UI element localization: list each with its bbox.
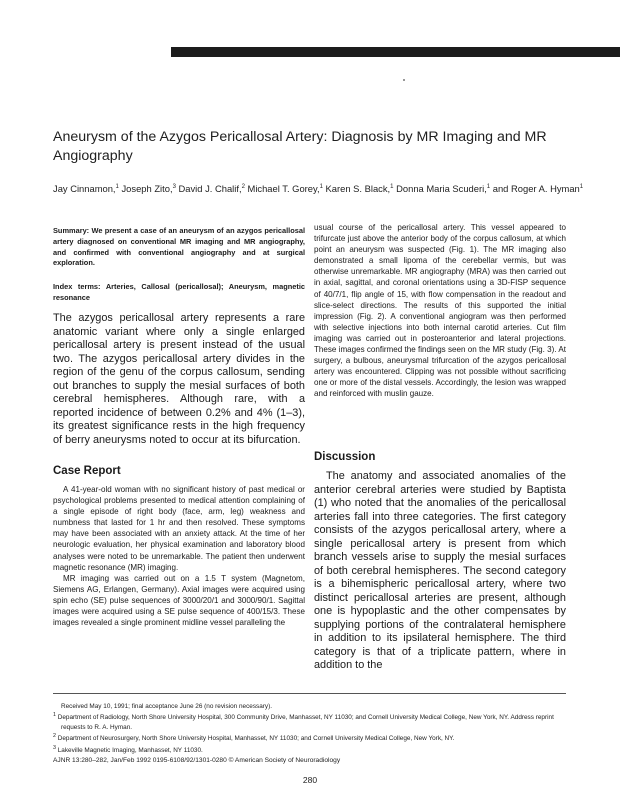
scan-speck bbox=[403, 79, 405, 81]
author-list: Jay Cinnamon,$^1$ Joseph Zito,$^3$ David J. Chalif,$^2$ Michael T. Gorey,$^1$ Karen S. Black,$^1$ Donna Maria Scuderi,$^1$ and Roger A. Hyman$^1$ bbox=[53, 183, 584, 195]
discussion-heading: Discussion bbox=[314, 451, 376, 463]
received-note: Received May 10, 1991; final acceptance June 26 (no revision necessary). bbox=[61, 703, 273, 710]
page-number: 280 bbox=[302, 775, 318, 785]
case-paragraph-1: A 41-year-old woman with no significant history of past medical or psychological problems presented to medical attention complaining of a single episode of right body (face, arm, leg) weakness and numbness that lasted for 1 hr and then resolved. These symptoms may have been associated with an anxiety attack. At the time of her neurologic evaluation, her physical examination and laboratory blood analyses were noted to be unremarkable. The patient then underwent magnetic resonance (MR) imaging. bbox=[53, 485, 305, 572]
journal-citation: AJNR 13:280–282, Jan/Feb 1992 0195-6108/92/1301-0280 © American Society of Neuroradiology bbox=[53, 757, 341, 764]
author-name: Karen S. Black, bbox=[325, 183, 391, 195]
title-line-1: Aneurysm of the Azygos Pericallosal Artery: Diagnosis by MR Imaging and MR bbox=[53, 129, 547, 145]
index-terms: Index terms: Arteries, Callosal (pericallosal); Aneurysm, magnetic resonance bbox=[53, 282, 305, 302]
footnotes bbox=[53, 702, 566, 755]
introduction-paragraph: The azygos pericallosal artery represents a rare anatomic variant where only a single enlarged pericallosal artery is present instead of the usual two. The azygos pericallosal artery divides in the region of the genu of the corpus callosum, sending out branches to supply the mesial surfaces of both cerebral hemispheres. Although rare, with a reported incidence of between 0.2% and 4% (1–3), its greatest significance rests in the high frequency of berry aneurysms noted to occur at its bifurcation. bbox=[53, 312, 305, 446]
footnote-2: $^2$ Department of Neurosurgery, North Shore University Hospital, Manhasset, NY 11030; and Cornell University Medical College, New York, NY. bbox=[53, 733, 455, 743]
discussion-paragraph-1: The anatomy and associated anomalies of the anterior cerebral arteries were studied by Baptista (1) who noted that the anomalies of the pericallosal arteries fall into three categories. The first category consists of the azygos pericallosal artery, where a single pericallosal artery is present from which branch vessels arise to supply the mesial surfaces of both cerebral hemispheres. The second category is a bihemispheric pericallosal artery, where two distinct pericallosal arteries are present, although one is hypoplastic and the other compensates by supplying portions of the contralateral hemisphere in addition to its ipsilateral hemisphere. The third category is that of a triplicate pattern, where in addition to the bbox=[314, 470, 566, 671]
case-paragraph-2: MR imaging was carried out on a 1.5 T system (Magnetom, Siemens AG, Erlangen, Germany). Axial images were acquired using spin echo (SE) pulse sequences of 3000/20/1 and 3000/90/1. Sagittal images were acquired using a SE pulse sequence of 400/15/3. These images revealed a single prominent midline vessel paralleling the bbox=[53, 573, 305, 628]
footnote-3: $^3$ Lakeville Magnetic Imaging, Manhasset, NY 11030. bbox=[53, 744, 203, 754]
discussion-body bbox=[314, 470, 566, 673]
author-name: Michael T. Gorey, bbox=[247, 183, 320, 195]
author-name: Joseph Zito, bbox=[121, 183, 173, 195]
author-name: Donna Maria Scuderi, bbox=[396, 183, 487, 195]
case-report-continued bbox=[314, 222, 566, 400]
case-report-body bbox=[53, 484, 305, 628]
author-name: and Roger A. Hyman bbox=[492, 183, 580, 195]
footnote-rule bbox=[53, 693, 566, 694]
case-paragraph-3: usual course of the pericallosal artery. This vessel appeared to trifurcate just above the anterior body of the corpus callosum, at which point an aneurysm was suspected (Fig. 1). The MR imaging also demonstrated a small lipoma of the cerebellar vermis, but was otherwise unremarkable. MR angiography (MRA) was then carried out in axial, sagittal, and coronal orientations using a 3D-FISP sequence of 40/7/1, flip angle of 15, with flow compensation in the readout and slice-select directions. The results of this supported the initial impression (Fig. 2). A conventional angiogram was then performed with selective injections into both internal carotid arteries. Cut film imaging was carried out in posteroanterior and lateral projections. These images confirmed the findings seen on the MR study (Fig. 3). At surgery, a bulbous, aneurysmal trifurcation of the azygos pericallosal artery was encountered. Clipping was not possible without sacrificing one or more of the distal vessels. Accordingly, the lesion was wrapped and reinforced with muslin gauze. bbox=[314, 223, 566, 399]
abstract-summary: Summary: We present a case of an aneurysm of an azygos pericallosal artery diagnosed on conventional MR imaging and MR angiography, and confirmed with conventional angiography and at surgical exploration. bbox=[53, 226, 305, 268]
article-title bbox=[53, 128, 563, 166]
title-line-2: Angiography bbox=[53, 148, 133, 164]
header-rule-bar bbox=[171, 47, 620, 57]
author-name: Jay Cinnamon, bbox=[53, 183, 116, 195]
author-name: David J. Chalif, bbox=[178, 183, 242, 195]
case-report-heading: Case Report bbox=[53, 465, 121, 477]
footnote-1: $^1$ Department of Radiology, North Shore University Hospital, 300 Community Drive, Manhasset, NY 11030; and Cornell University Medical College, New York, NY. Address reprint requests to R. A. Hyman. bbox=[53, 712, 554, 731]
